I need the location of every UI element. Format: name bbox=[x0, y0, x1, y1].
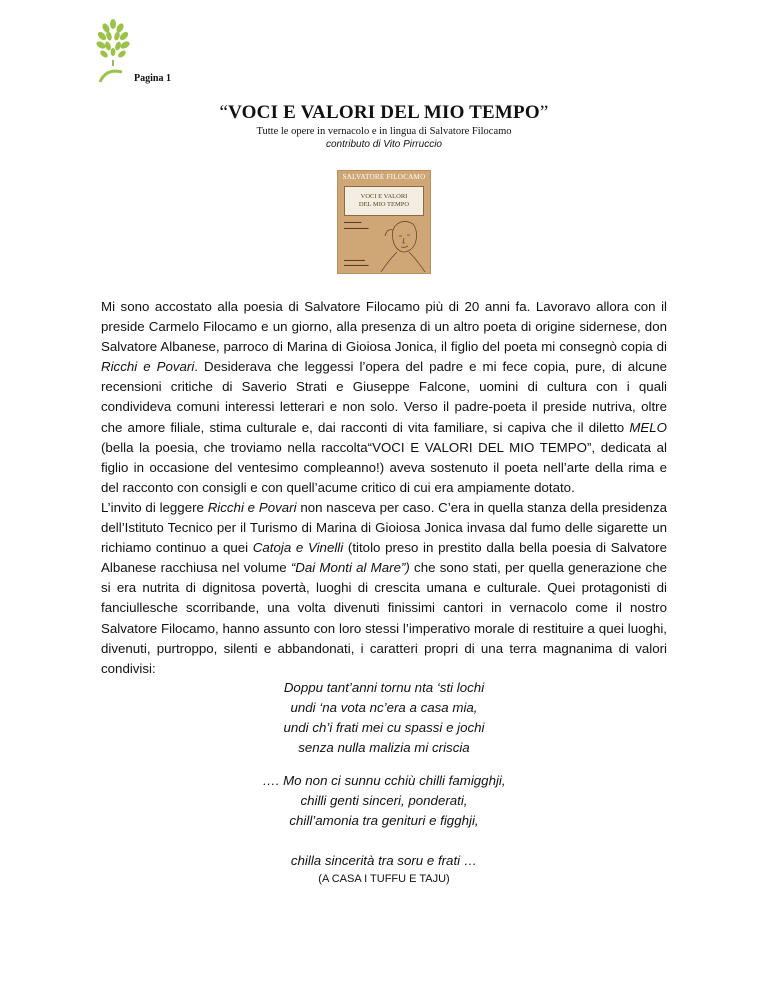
p2-italic-3: “Dai Monti al Mare”) bbox=[290, 560, 410, 576]
p1-text-1: Mi sono accostato alla poesia di Salvatore Filocamo più di 20 anni fa. Lavoravo allora con il preside Carmelo Filocamo e un giorno, alla presenza di un altro poeta di origine sidernese, don Salvatore Albanese, parroco di Marina di Gioiosa Jonica, il figlio del poeta mi consegnò copia di bbox=[101, 299, 667, 355]
document-title bbox=[0, 102, 768, 124]
poem-stanza-1 bbox=[0, 678, 768, 758]
poem-line: undi ‘na vota nc’era a casa mia, bbox=[290, 700, 478, 715]
p2-text-4: che sono stati, per quella generazione che si era nutrita di dignitosa povertà, luoghi di crescita umana e culturale. Quei protagonisti di fanciullesche scorribande, una volta divenuti finissimi cantori in vernacolo come il nostro Salvatore Filocamo, hanno assunto con loro stessi l’imperativo morale di restituire a quei luoghi, divenuti, purtroppo, silenti e abbandonati, i caratteri propri di una terra magnanima di valori condivisi: bbox=[101, 560, 667, 676]
cover-small-text-3: ▬▬▬▬▬▬ bbox=[344, 258, 365, 262]
p2-text-3: (titolo preso in prestito dalla bella poesia di Salvatore Albanese racchiusa nel volume bbox=[101, 540, 667, 576]
paragraph-2 bbox=[101, 498, 667, 679]
portrait-sketch-icon bbox=[375, 216, 429, 272]
title-text: VOCI E VALORI DEL MIO TEMPO bbox=[228, 102, 540, 123]
poem-line: Doppu tant’anni tornu nta ‘sti lochi bbox=[283, 680, 485, 695]
poem-line: senza nulla malizia mi criscia bbox=[298, 740, 470, 755]
contribution-line: contributo di Vito Pirruccio bbox=[326, 139, 442, 150]
p1-italic-1: Ricchi e Povari bbox=[101, 359, 195, 375]
poem-line: chill’amonia tra genituri e figghji, bbox=[289, 813, 479, 828]
p2-text-2: non nasceva per caso. C’era in quella stanza della presidenza dell’Istituto Tecnico per il Turismo di Marina di Gioiosa Jonica invasa dal fumo delle sigarette un richiamo continuo a quei bbox=[101, 499, 667, 556]
cover-title-line1: VOCI E VALORI bbox=[360, 193, 408, 200]
poem-stanza-2 bbox=[0, 771, 768, 831]
article-body bbox=[101, 297, 667, 679]
p1-italic-2: MELO bbox=[629, 419, 667, 435]
p1-text-2: . Desiderava che leggessi l’opera del padre e mi fece copia, pure, di alcune recensioni critiche di Saverio Strati e Giuseppe Falcone, uomini di cultura con i quali condivideva comuni interessi letterari e non solo. Verso il padre-poeta il preside nutriva, oltre che amore filiale, stima culturale e, dai racconti di vita familiare, si capiva che il diletto bbox=[101, 359, 667, 435]
p2-italic-2: Catoja e Vinelli bbox=[252, 540, 344, 556]
p2-italic-1: Ricchi e Povari bbox=[207, 499, 297, 515]
poem-line: …. Mo non ci sunnu cchiù chilli famigghji, bbox=[262, 773, 506, 788]
cover-small-text-2: ▬▬▬▬▬▬▬ bbox=[344, 226, 369, 230]
poem-source: (A CASA I TUFFU E TAJU) bbox=[318, 873, 450, 885]
cover-title-line2: DEL MIO TEMPO bbox=[358, 201, 410, 208]
tree-logo-icon bbox=[92, 16, 134, 84]
cover-title-box bbox=[344, 186, 424, 216]
cover-small-text-4: ▬▬▬▬▬▬▬ bbox=[344, 263, 369, 267]
title-open-quote: “ bbox=[219, 102, 229, 123]
p1-text-3: (bella la poesia, che troviamo nella raccolta“VOCI E VALORI DEL MIO TEMPO”, dedicata al figlio in occasione del ventesimo compleanno!) aveva sostenuto il poeta nell’arte della rima e del racconto con consigli e con quell’acume critico di cui era ampiamente dotato. bbox=[101, 439, 667, 495]
title-close-quote: ” bbox=[539, 102, 549, 123]
cover-author: SALVATORE FILOCAMO bbox=[342, 173, 426, 181]
document-subtitle: Tutte le opere in vernacolo e in lingua di Salvatore Filocamo bbox=[256, 126, 512, 137]
paragraph-1 bbox=[101, 297, 667, 498]
poem-line: undi ch’i frati mei cu spassi e jochi bbox=[283, 720, 485, 735]
poem-line: chilli genti sinceri, ponderati, bbox=[300, 793, 468, 808]
cover-small-text-1: ▬▬▬▬▬ bbox=[344, 220, 362, 224]
poem-stanza-3 bbox=[0, 851, 768, 871]
page-number: Pagina 1 bbox=[134, 73, 171, 84]
book-cover-image bbox=[337, 170, 431, 274]
poem-line: chilla sincerità tra soru e frati … bbox=[290, 853, 478, 868]
p2-text-1: L’invito di leggere bbox=[101, 499, 208, 515]
